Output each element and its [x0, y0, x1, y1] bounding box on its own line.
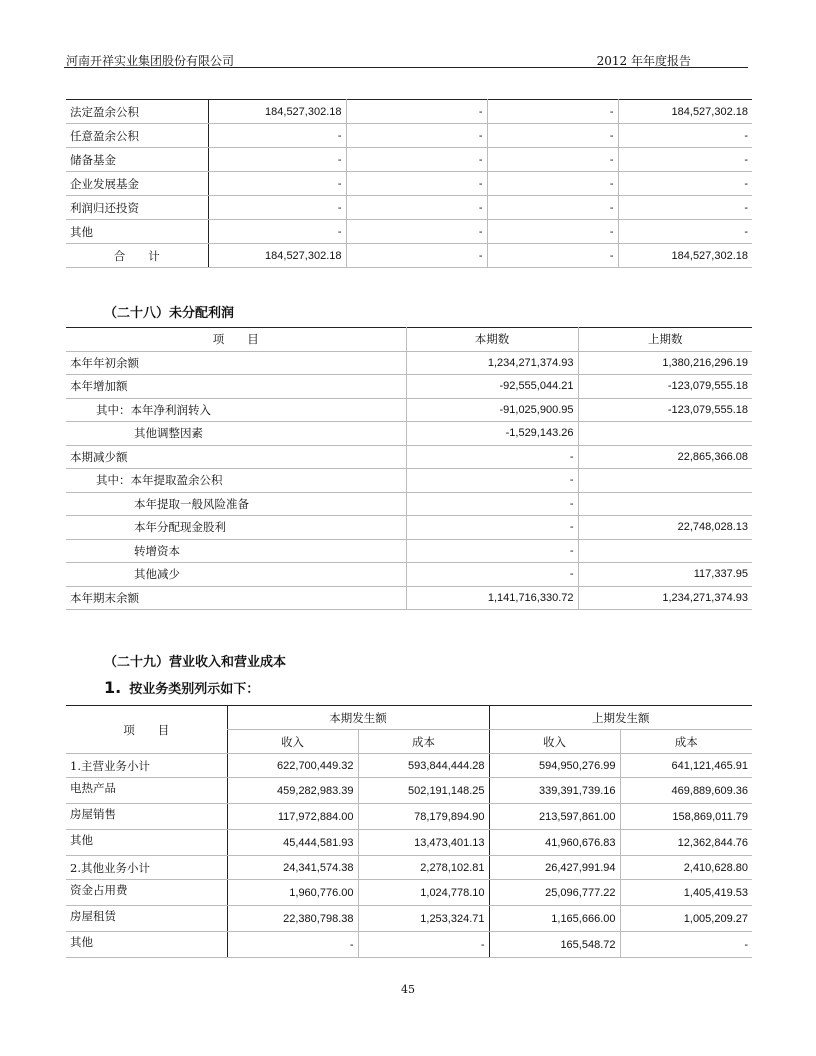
- cell-value: -1,529,143.26: [406, 422, 578, 446]
- cell-value: -: [406, 469, 578, 493]
- cell-value: -: [487, 148, 618, 172]
- table-row: [66, 422, 752, 446]
- cell-value: -: [346, 124, 487, 148]
- subsection-label: 按业务类别列示如下：: [129, 682, 260, 697]
- table-row: [66, 856, 752, 880]
- cell-value: 158,869,011.79: [620, 804, 752, 830]
- cell-value: -: [208, 124, 346, 148]
- subsection-title: [104, 678, 259, 697]
- column-header: 收入: [227, 730, 358, 754]
- cell-value: -: [227, 932, 358, 958]
- table-row: [66, 778, 752, 804]
- section-title: （二十九）营业收入和营业成本: [104, 655, 287, 670]
- cell-value: [578, 539, 752, 563]
- cell-value: 502,191,148.25: [358, 778, 489, 804]
- row-label: 法定盈余公积: [66, 100, 208, 124]
- cell-value: [578, 422, 752, 446]
- cell-value: -: [346, 148, 487, 172]
- cell-value: 1,405,419.53: [620, 880, 752, 906]
- table-row: [66, 830, 752, 856]
- table-row: [66, 516, 752, 540]
- cell-value: -: [620, 932, 752, 958]
- cell-value: 184,527,302.18: [208, 100, 346, 124]
- cell-value: 469,889,609.36: [620, 778, 752, 804]
- cell-value: 1,005,209.27: [620, 906, 752, 932]
- cell-value: -92,555,044.21: [406, 375, 578, 399]
- table-row-total: [66, 244, 752, 268]
- cell-value: 22,380,798.38: [227, 906, 358, 932]
- cell-value: -: [618, 196, 752, 220]
- cell-value: 1,380,216,296.19: [578, 351, 752, 375]
- table-header: [66, 706, 752, 730]
- row-label: 本年增加额: [66, 375, 406, 399]
- row-label: 其他: [66, 220, 208, 244]
- column-header: 上期发生额: [489, 706, 752, 730]
- row-label: 任意盈余公积: [66, 124, 208, 148]
- company-name: 河南开祥实业集团股份有限公司: [66, 54, 235, 68]
- cell-value: 1,253,324.71: [358, 906, 489, 932]
- cell-value: 117,972,884.00: [227, 804, 358, 830]
- cell-value: -: [487, 244, 618, 268]
- cell-value: 13,473,401.13: [358, 830, 489, 856]
- cell-value: 45,444,581.93: [227, 830, 358, 856]
- row-label: 本年年初余额: [66, 351, 406, 375]
- cell-value: 25,096,777.22: [489, 880, 620, 906]
- cell-value: 1,960,776.00: [227, 880, 358, 906]
- cell-value: 12,362,844.76: [620, 830, 752, 856]
- cell-value: -: [406, 445, 578, 469]
- column-header: 本期数: [406, 328, 578, 352]
- table-row: [66, 880, 752, 906]
- row-label: 合 计: [66, 244, 208, 268]
- cell-value: -: [487, 196, 618, 220]
- row-label: 1.主营业务小计: [66, 754, 227, 778]
- cell-value: 78,179,894.90: [358, 804, 489, 830]
- table-row: [66, 196, 752, 220]
- cell-value: 1,234,271,374.93: [578, 586, 752, 610]
- table-row: [66, 804, 752, 830]
- cell-value: 184,527,302.18: [208, 244, 346, 268]
- cell-value: -: [346, 172, 487, 196]
- cell-value: -: [618, 148, 752, 172]
- cell-value: -: [346, 244, 487, 268]
- table-row: [66, 469, 752, 493]
- row-label: 2.其他业务小计: [66, 856, 227, 880]
- row-label: 其他: [66, 830, 227, 856]
- cell-value: -: [406, 516, 578, 540]
- cell-value: -: [208, 148, 346, 172]
- cell-value: 339,391,739.16: [489, 778, 620, 804]
- cell-value: -: [358, 932, 489, 958]
- cell-value: 165,548.72: [489, 932, 620, 958]
- cell-value: -: [346, 220, 487, 244]
- row-label: 企业发展基金: [66, 172, 208, 196]
- cell-value: 213,597,861.00: [489, 804, 620, 830]
- table-row: [66, 492, 752, 516]
- cell-value: -: [487, 100, 618, 124]
- cell-value: [578, 469, 752, 493]
- table-row: [66, 351, 752, 375]
- cell-value: -: [618, 220, 752, 244]
- table-row: [66, 398, 752, 422]
- header-rule: [64, 67, 748, 68]
- row-label: 本年提取一般风险准备: [66, 492, 406, 516]
- row-label: 其他减少: [66, 563, 406, 587]
- revenue-cost-table: [66, 705, 752, 958]
- row-label: 本年期末余额: [66, 586, 406, 610]
- page-number: 45: [401, 983, 415, 996]
- row-label: 其他调整因素: [66, 422, 406, 446]
- row-label: 其他: [66, 932, 227, 958]
- row-label: 利润归还投资: [66, 196, 208, 220]
- cell-value: 1,234,271,374.93: [406, 351, 578, 375]
- cell-value: 22,865,366.08: [578, 445, 752, 469]
- cell-value: -: [487, 220, 618, 244]
- cell-value: 2,410,628.80: [620, 856, 752, 880]
- table-row: [66, 375, 752, 399]
- column-header: 成本: [358, 730, 489, 754]
- cell-value: -: [406, 563, 578, 587]
- column-header: 项 目: [66, 706, 227, 754]
- table-row: [66, 220, 752, 244]
- table-header: [66, 328, 752, 352]
- cell-value: 1,165,666.00: [489, 906, 620, 932]
- column-header: 上期数: [578, 328, 752, 352]
- report-title: 2012 年年度报告: [596, 54, 691, 68]
- cell-value: [578, 492, 752, 516]
- row-label: 其中：本年净利润转入: [66, 398, 406, 422]
- table-row: [66, 563, 752, 587]
- table-row: [66, 100, 752, 124]
- cell-value: 184,527,302.18: [618, 100, 752, 124]
- row-label: 储备基金: [66, 148, 208, 172]
- cell-value: 593,844,444.28: [358, 754, 489, 778]
- cell-value: 1,141,716,330.72: [406, 586, 578, 610]
- cell-value: -: [208, 172, 346, 196]
- row-label: 本年分配现金股利: [66, 516, 406, 540]
- table-row: [66, 148, 752, 172]
- table-row: [66, 172, 752, 196]
- table-row: [66, 932, 752, 958]
- section-title: （二十八）未分配利润: [104, 306, 235, 321]
- cell-value: 459,282,983.39: [227, 778, 358, 804]
- cell-value: -: [406, 492, 578, 516]
- column-header: 项 目: [66, 328, 406, 352]
- cell-value: -91,025,900.95: [406, 398, 578, 422]
- column-header: 收入: [489, 730, 620, 754]
- cell-value: -: [346, 196, 487, 220]
- cell-value: -: [618, 172, 752, 196]
- cell-value: 26,427,991.94: [489, 856, 620, 880]
- cell-value: 641,121,465.91: [620, 754, 752, 778]
- table-row: [66, 539, 752, 563]
- cell-value: 2,278,102.81: [358, 856, 489, 880]
- table-row: [66, 754, 752, 778]
- row-label: 房屋租赁: [66, 906, 227, 932]
- undistributed-profit-table: [66, 327, 752, 610]
- row-label: 电热产品: [66, 778, 227, 804]
- table-row: [66, 586, 752, 610]
- table-row: [66, 124, 752, 148]
- surplus-reserve-table: [66, 99, 752, 268]
- cell-value: 184,527,302.18: [618, 244, 752, 268]
- cell-value: -: [208, 220, 346, 244]
- row-label: 资金占用费: [66, 880, 227, 906]
- cell-value: -: [487, 172, 618, 196]
- cell-value: 594,950,276.99: [489, 754, 620, 778]
- cell-value: 41,960,676.83: [489, 830, 620, 856]
- cell-value: -: [487, 124, 618, 148]
- cell-value: -: [406, 539, 578, 563]
- row-label: 本期减少额: [66, 445, 406, 469]
- cell-value: -123,079,555.18: [578, 398, 752, 422]
- cell-value: -123,079,555.18: [578, 375, 752, 399]
- cell-value: 117,337.95: [578, 563, 752, 587]
- row-label: 房屋销售: [66, 804, 227, 830]
- table-row: [66, 445, 752, 469]
- row-label: 转增资本: [66, 539, 406, 563]
- cell-value: 1,024,778.10: [358, 880, 489, 906]
- column-header: 本期发生额: [227, 706, 489, 730]
- cell-value: 622,700,449.32: [227, 754, 358, 778]
- cell-value: -: [618, 124, 752, 148]
- table-row: [66, 906, 752, 932]
- row-label: 其中：本年提取盈余公积: [66, 469, 406, 493]
- cell-value: -: [346, 100, 487, 124]
- column-header: 成本: [620, 730, 752, 754]
- cell-value: -: [208, 196, 346, 220]
- cell-value: 22,748,028.13: [578, 516, 752, 540]
- cell-value: 24,341,574.38: [227, 856, 358, 880]
- subsection-number: 1.: [104, 678, 122, 697]
